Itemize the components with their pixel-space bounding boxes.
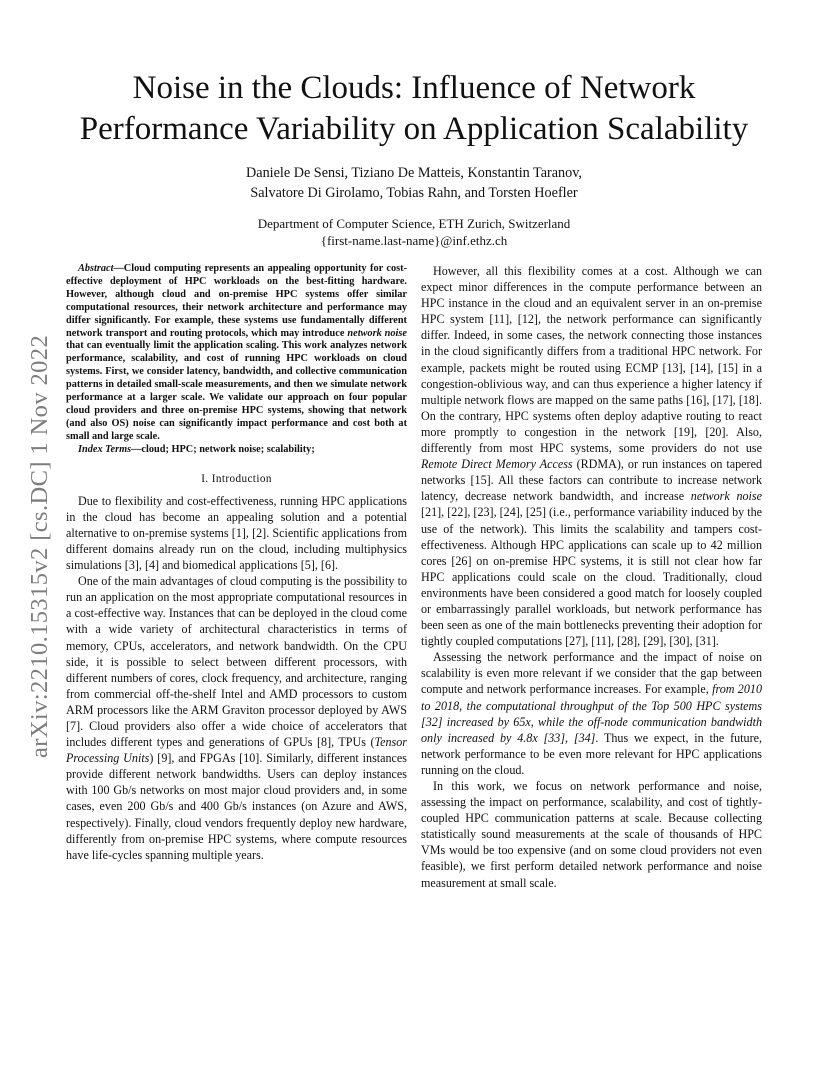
section-heading: I. Introduction bbox=[201, 472, 272, 485]
intro-paragraph-5: In this work, we focus on network performance and noise, assessing the impact on performance, scalability, and cost of tightly-coupled HPC communication patterns at scale. Because collecting statistically sound measurements at the scale of thousands of HPC VMs would be too expensive (and on some cloud providers not even feasible), we first perform detailed network performance and noise measurement at small scale. bbox=[421, 779, 762, 890]
abstract-text-a: —Cloud computing represents an appealing opportunity for cost-effective deployment of HPC workloads on the best-fitting hardware. However, although cloud and on-premise HPC systems offer similar computational resources, their network architecture and performance may differ significantly. For example, these systems use fundamentally different network transport and routing protocols, which may introduce bbox=[66, 263, 407, 339]
intro-paragraph-3 bbox=[421, 263, 762, 649]
left-column bbox=[66, 263, 407, 863]
intro-paragraph-4 bbox=[421, 649, 762, 778]
paper-title: Noise in the Clouds: Influence of Network Performance Variability on Application Scalability bbox=[79, 70, 749, 147]
intro-p3-text-a: However, all this flexibility comes at a cost. Although we can expect minor differences in the compute performance between an HPC instance in the cloud and an equivalent server in an on-premise HPC system [11], [12], the network performance can significantly differ. Indeed, in some cases, the network connecting those instances in the cloud significantly differs from a traditional HPC network. For example, packets might be routed using ECMP [13], [14], [15] in a congestion-oblivious way, and can thus experience a higher latency if multiple network flows are mapped on the same paths [16], [17], [18]. On the contrary, HPC systems often deploy adaptive routing to react more promptly to congestion in the network [19], [20]. Also, differently from most HPC systems, some providers do not use bbox=[421, 264, 762, 456]
intro-p4-text-a: Assessing the network performance and the impact of noise on scalability is even more relevant if we consider that the gap between compute and network performance increases. For example, bbox=[421, 650, 762, 697]
intro-p4-text-b: . Thus we expect, in the future, network performance to be even more relevant for HPC applications running on the cloud. bbox=[421, 730, 762, 777]
author-list bbox=[100, 163, 728, 203]
affiliation: Department of Computer Science, ETH Zurich, Switzerland bbox=[257, 216, 571, 231]
index-terms bbox=[66, 444, 407, 457]
intro-p2-text-b: ) [9], and FPGAs [10]. Similarly, different instances provide different network bandwidths. Users can deploy instances with 100 Gb/s networks on most major cloud providers and, in some cases, even 200 Gb/s and 400 Gb/s instances (on Azure and AWS, respectively). Finally, cloud vendors frequently deploy new hardware, differently from on-premise HPC systems, where compute resources have life-cycles spanning multiple years. bbox=[66, 751, 407, 862]
arxiv-stamp bbox=[26, 288, 53, 758]
intro-p4-emphasis: from 2010 to 2018, the computational throughput of the Top 500 HPC systems [32] increased by 65x, while the off-node communication bandwidth only increased by 4.8x [33], [34] bbox=[421, 682, 762, 745]
intro-p3-text-c: [21], [22], [23], [24], [25] (i.e., performance variability induced by the use of the network). This limits the scalability and tampers cost-effectiveness. Although HPC applications can scale up to 42 million cores [26] on on-premise HPC systems, it is still not clear how far HPC applications could scale on the cloud. Traditionally, cloud environments have been considered a good match for loosely coupled or embarrassingly parallel workloads, but network performance has been seen as one of the main bottlenecks preventing their adoption for tightly coupled computations [27], [11], [28], [29], [30], [31]. bbox=[421, 505, 762, 649]
intro-paragraph-2 bbox=[66, 573, 407, 863]
abstract-lead: Abstract bbox=[78, 263, 114, 274]
abstract-emphasis: network noise bbox=[347, 327, 407, 339]
intro-paragraph-1: Due to flexibility and cost-effectiveness, running HPC applications in the cloud has become an appealing solution and a potential alternative to on-premise systems [1], [2]. Scientific applications from different domains already run on the cloud, including multiphysics simulations [3], [4] and biomedical applications [5], [6]. bbox=[66, 493, 407, 573]
intro-p2-text-a: One of the main advantages of cloud computing is the possibility to run an application on the most appropriate computational resources in a cost-effective way. Instances that can be deployed in the cloud come with a wide variety of architectural characteristics in terms of memory, CPUs, accelerators, and network bandwidth. On the CPU side, it is possible to select between different processors, with different numbers of cores, clock frequency, and architecture, ranging from commercial off-the-shelf Intel and AMD processors to custom ARM processors like the ARM Graviton processor deployed by AWS [7]. Cloud providers also offer a wide choice of accelerators that includes different types and generations of GPUs [8], TPUs ( bbox=[66, 574, 407, 750]
intro-p3-text-b: (RDMA), or run instances on tapered networks [15]. All these factors can contribute to increase network latency, decrease network bandwidth, and increase bbox=[421, 457, 762, 504]
abstract bbox=[66, 263, 407, 444]
email: {first-name.last-name}@inf.ethz.ch bbox=[320, 233, 508, 248]
index-terms-lead: Index Terms bbox=[78, 443, 132, 455]
authors-line-1: Daniele De Sensi, Tiziano De Matteis, Konstantin Taranov, bbox=[246, 165, 582, 181]
abstract-text-b: that can eventually limit the application scaling. This work analyzes network performance, scalability, and cost of running HPC workloads on cloud systems. First, we consider latency, bandwidth, and collective communication patterns in detailed small-scale measurements, and then we simulate network performance at a larger scale. We validate our approach on four popular cloud providers and three on-premise HPC systems, showing that network (and also OS) noise can significantly impact performance and cost both at small and large scale. bbox=[66, 340, 407, 442]
intro-p3-emphasis-rdma: Remote Direct Memory Access bbox=[421, 457, 573, 472]
affiliation-block bbox=[100, 215, 728, 249]
intro-p3-emphasis-noise: network noise bbox=[690, 489, 762, 504]
arxiv-identifier: arXiv:2210.15315v2 [cs.DC] 1 Nov 2022 bbox=[26, 334, 53, 758]
authors-line-2: Salvatore Di Girolamo, Tobias Rahn, and Torsten Hoefler bbox=[250, 185, 578, 201]
intro-p2-emphasis: Tensor Processing Units bbox=[66, 735, 407, 766]
index-terms-text: —cloud; HPC; network noise; scalability; bbox=[131, 443, 315, 455]
right-column bbox=[421, 263, 762, 891]
